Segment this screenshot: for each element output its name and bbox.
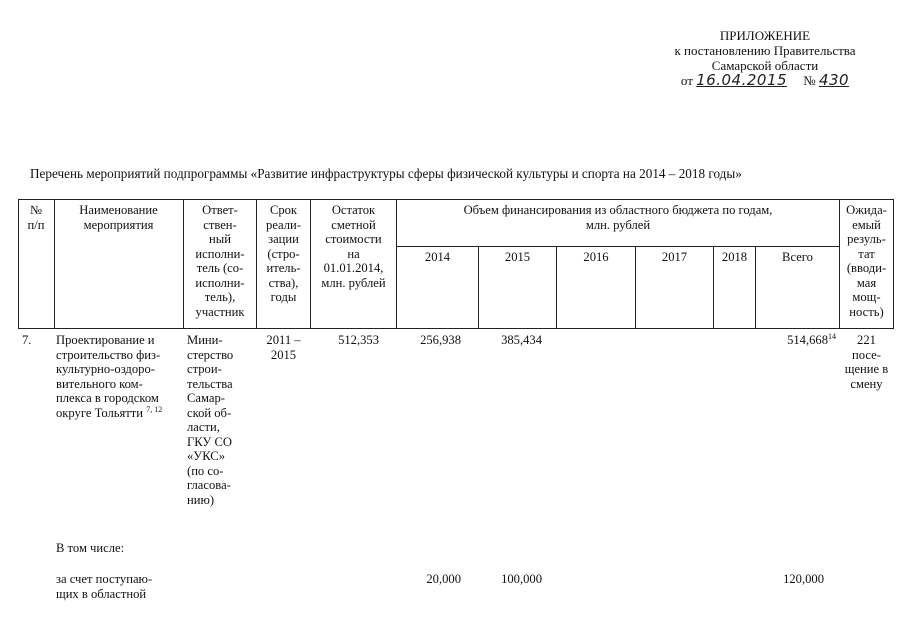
document-title: Перечень мероприятий подпрограммы «Развитие инфраструктуры сферы физической культуры и спорта на 2014 – 2018 годы» — [30, 166, 742, 181]
header-year-2018: 2018 — [721, 250, 748, 264]
appendix-heading: ПРИЛОЖЕНИЕ — [719, 28, 811, 43]
header-bottom-border — [18, 328, 893, 329]
sub-row-2015: 100,000 — [501, 572, 542, 586]
header-num: № п/п — [27, 203, 45, 232]
footnote-ref: 7, 12 — [146, 404, 163, 414]
number-prefix: № — [803, 73, 816, 88]
year-header-divider — [396, 246, 839, 247]
row-num: 7. — [22, 333, 32, 347]
row-name: Проектирование и строительство физ- культурно-оздоро- вительного ком- плекса в городском округе Тольятти $^{7, 12}$ — [56, 333, 163, 420]
header-year-2015: 2015 — [504, 250, 531, 264]
header-term: Срок реали- зации (стро- итель- ства), годы — [266, 203, 301, 304]
row-2015: 385,434 — [501, 333, 542, 347]
including-label: В том числе: — [56, 541, 125, 555]
row-balance: 512,353 — [338, 333, 379, 347]
sub-row-2014: 20,000 — [426, 572, 461, 586]
row-result: 221 посе- щение в смену — [844, 333, 889, 391]
header-result: Ожида- емый резуль- тат (вводи- мая мощ- ность) — [846, 203, 887, 319]
appendix-block — [620, 28, 905, 88]
sub-row-label: за счет поступаю- щих в областной — [56, 572, 153, 601]
footnote-ref: 14 — [828, 331, 836, 341]
header-balance: Остаток сметной стоимости на 01.01.2014, млн. рублей — [321, 203, 386, 290]
date-prefix: от — [680, 73, 693, 88]
row-2014: 256,938 — [420, 333, 461, 347]
table-top-border — [18, 199, 893, 200]
appendix-date-line — [620, 73, 905, 88]
col-border — [893, 199, 894, 329]
header-total: Всего — [782, 250, 813, 264]
header-year-2014: 2014 — [424, 250, 451, 264]
sub-row-total: 120,000 — [783, 572, 824, 586]
header-funding: Объем финансирования из областного бюджета по годам, млн. рублей — [463, 203, 773, 232]
appendix-line1: к постановлению Правительства — [674, 43, 856, 58]
header-name: Наименование мероприятия — [79, 203, 158, 232]
header-responsible: Ответ- ствен- ный исполни- тель (со- исполни- тель), участник — [195, 203, 245, 319]
header-year-2016: 2016 — [583, 250, 609, 264]
handwritten-number: 430 — [818, 71, 850, 89]
header-year-2017: 2017 — [661, 250, 688, 264]
handwritten-date: 16.04.2015 — [696, 71, 788, 89]
appendix-line2: Самарской области — [711, 58, 819, 73]
row-term: 2011 – 2015 — [266, 333, 301, 362]
row-total: 514,668$^{14}$ — [787, 331, 836, 347]
row-responsible: Мини- стерство строи- тельства Самар- ской об- ласти, ГКУ СО «УКС» (по со- гласова- нию) — [187, 333, 234, 507]
